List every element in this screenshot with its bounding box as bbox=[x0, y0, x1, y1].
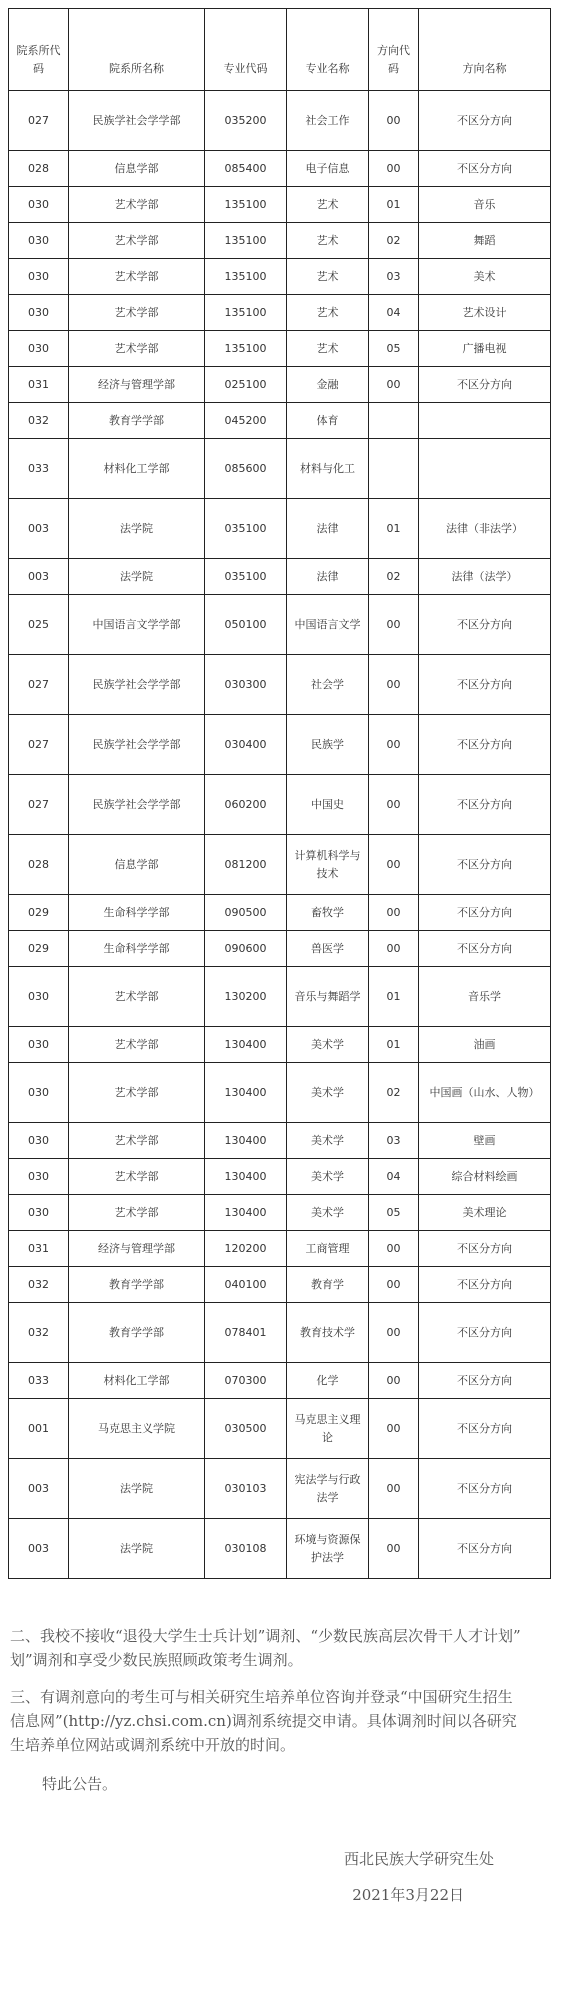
cell-dept-name: 民族学社会学学部 bbox=[69, 775, 205, 835]
cell-direction-code: 01 bbox=[369, 499, 419, 559]
table-row bbox=[9, 1519, 551, 1579]
cell-dept-code: 033 bbox=[9, 1363, 69, 1399]
cell-major-name: 法律 bbox=[287, 499, 369, 559]
cell-major-code: 130400 bbox=[205, 1159, 287, 1195]
table-row bbox=[9, 1267, 551, 1303]
cell-dept-name: 法学院 bbox=[69, 1519, 205, 1579]
cell-dept-name: 材料化工学部 bbox=[69, 1363, 205, 1399]
table-row bbox=[9, 1195, 551, 1231]
cell-direction-code: 00 bbox=[369, 715, 419, 775]
cell-direction-code bbox=[369, 439, 419, 499]
signature-org: 西北民族大学研究生处 bbox=[343, 1850, 494, 1868]
cell-dept-code: 027 bbox=[9, 655, 69, 715]
cell-direction-code: 00 bbox=[369, 835, 419, 895]
cell-dept-name: 艺术学部 bbox=[69, 223, 205, 259]
header-major-code: 专业代码 bbox=[205, 9, 287, 91]
cell-direction-code: 02 bbox=[369, 223, 419, 259]
cell-direction-name: 不区分方向 bbox=[419, 367, 551, 403]
paragraph-2-line-2: 划”调剂和享受少数民族照顾政策考生调剂。 bbox=[10, 1651, 303, 1669]
cell-major-code: 050100 bbox=[205, 595, 287, 655]
header-dept-name: 院系所名称 bbox=[69, 9, 205, 91]
cell-direction-name: 不区分方向 bbox=[419, 715, 551, 775]
cell-major-name: 畜牧学 bbox=[287, 895, 369, 931]
cell-major-code: 030300 bbox=[205, 655, 287, 715]
cell-dept-name: 中国语言文学学部 bbox=[69, 595, 205, 655]
cell-dept-name: 信息学部 bbox=[69, 151, 205, 187]
cell-major-name: 材料与化工 bbox=[287, 439, 369, 499]
cell-major-code: 135100 bbox=[205, 331, 287, 367]
cell-direction-code: 00 bbox=[369, 1231, 419, 1267]
paragraph-3-line-2: 信息网”(http://yz.chsi.com.cn)调剂系统提交申请。具体调剂时间以各研究 bbox=[10, 1712, 517, 1730]
cell-dept-code: 003 bbox=[9, 1519, 69, 1579]
table-row bbox=[9, 439, 551, 499]
cell-major-code: 045200 bbox=[205, 403, 287, 439]
cell-dept-code: 030 bbox=[9, 223, 69, 259]
cell-major-code: 078401 bbox=[205, 1303, 287, 1363]
cell-dept-code: 031 bbox=[9, 367, 69, 403]
cell-dept-name: 艺术学部 bbox=[69, 187, 205, 223]
cell-dept-code: 027 bbox=[9, 715, 69, 775]
cell-dept-code: 032 bbox=[9, 403, 69, 439]
cell-dept-name: 教育学学部 bbox=[69, 1303, 205, 1363]
cell-major-name: 化学 bbox=[287, 1363, 369, 1399]
cell-major-code: 130200 bbox=[205, 967, 287, 1027]
table-row bbox=[9, 931, 551, 967]
cell-direction-name: 油画 bbox=[419, 1027, 551, 1063]
cell-dept-name: 艺术学部 bbox=[69, 1195, 205, 1231]
table-row bbox=[9, 367, 551, 403]
cell-dept-name: 艺术学部 bbox=[69, 331, 205, 367]
cell-dept-code: 030 bbox=[9, 295, 69, 331]
cell-direction-code: 05 bbox=[369, 1195, 419, 1231]
cell-dept-code: 028 bbox=[9, 835, 69, 895]
cell-major-code: 130400 bbox=[205, 1123, 287, 1159]
table-row bbox=[9, 1159, 551, 1195]
cell-dept-code: 033 bbox=[9, 439, 69, 499]
table-row bbox=[9, 151, 551, 187]
cell-major-code: 120200 bbox=[205, 1231, 287, 1267]
cell-dept-code: 031 bbox=[9, 1231, 69, 1267]
cell-major-name: 美术学 bbox=[287, 1159, 369, 1195]
cell-dept-code: 027 bbox=[9, 91, 69, 151]
cell-direction-name: 法律（法学） bbox=[419, 559, 551, 595]
cell-dept-name: 民族学社会学学部 bbox=[69, 715, 205, 775]
cell-direction-name: 不区分方向 bbox=[419, 895, 551, 931]
cell-direction-name: 综合材料绘画 bbox=[419, 1159, 551, 1195]
table-row bbox=[9, 259, 551, 295]
cell-major-code: 035100 bbox=[205, 559, 287, 595]
cell-major-name: 法律 bbox=[287, 559, 369, 595]
cell-direction-name: 舞蹈 bbox=[419, 223, 551, 259]
table-row bbox=[9, 967, 551, 1027]
cell-direction-name: 广播电视 bbox=[419, 331, 551, 367]
table-row bbox=[9, 655, 551, 715]
cell-direction-code: 00 bbox=[369, 655, 419, 715]
cell-major-code: 070300 bbox=[205, 1363, 287, 1399]
cell-direction-code: 00 bbox=[369, 1399, 419, 1459]
cell-direction-name bbox=[419, 403, 551, 439]
cell-direction-code: 02 bbox=[369, 1063, 419, 1123]
cell-major-name: 工商管理 bbox=[287, 1231, 369, 1267]
cell-major-name: 中国史 bbox=[287, 775, 369, 835]
table-row bbox=[9, 403, 551, 439]
cell-direction-name: 不区分方向 bbox=[419, 1303, 551, 1363]
header-dept-code: 院系所代码 bbox=[9, 9, 69, 91]
cell-dept-name: 生命科学学部 bbox=[69, 931, 205, 967]
cell-dept-name: 马克思主义学院 bbox=[69, 1399, 205, 1459]
cell-major-name: 中国语言文学 bbox=[287, 595, 369, 655]
cell-major-name: 艺术 bbox=[287, 295, 369, 331]
cell-major-name: 美术学 bbox=[287, 1027, 369, 1063]
cell-dept-name: 生命科学学部 bbox=[69, 895, 205, 931]
cell-dept-name: 教育学学部 bbox=[69, 403, 205, 439]
paragraph-3-line-3: 生培养单位网站或调剂系统中开放的时间。 bbox=[10, 1736, 296, 1754]
cell-major-name: 兽医学 bbox=[287, 931, 369, 967]
cell-major-name: 环境与资源保护法学 bbox=[287, 1519, 369, 1579]
cell-major-code: 025100 bbox=[205, 367, 287, 403]
cell-dept-code: 030 bbox=[9, 1195, 69, 1231]
table-row bbox=[9, 835, 551, 895]
cell-major-code: 135100 bbox=[205, 187, 287, 223]
cell-direction-name: 不区分方向 bbox=[419, 595, 551, 655]
cell-dept-name: 艺术学部 bbox=[69, 1159, 205, 1195]
cell-direction-code: 00 bbox=[369, 775, 419, 835]
header-direction-name: 方向名称 bbox=[419, 9, 551, 91]
cell-direction-name bbox=[419, 439, 551, 499]
table-row bbox=[9, 499, 551, 559]
cell-dept-name: 法学院 bbox=[69, 559, 205, 595]
cell-dept-name: 经济与管理学部 bbox=[69, 367, 205, 403]
cell-direction-name: 艺术设计 bbox=[419, 295, 551, 331]
cell-dept-name: 信息学部 bbox=[69, 835, 205, 895]
signature-date: 2021年3月22日 bbox=[352, 1886, 464, 1904]
cell-direction-code: 01 bbox=[369, 1027, 419, 1063]
cell-direction-code: 05 bbox=[369, 331, 419, 367]
cell-dept-code: 003 bbox=[9, 1459, 69, 1519]
cell-dept-code: 030 bbox=[9, 1027, 69, 1063]
cell-dept-name: 艺术学部 bbox=[69, 1123, 205, 1159]
cell-direction-name: 音乐 bbox=[419, 187, 551, 223]
table-row bbox=[9, 895, 551, 931]
table-row bbox=[9, 91, 551, 151]
cell-major-code: 030500 bbox=[205, 1399, 287, 1459]
cell-direction-code: 00 bbox=[369, 1459, 419, 1519]
cell-dept-code: 030 bbox=[9, 1159, 69, 1195]
header-direction-code: 方向代码 bbox=[369, 9, 419, 91]
cell-dept-name: 艺术学部 bbox=[69, 967, 205, 1027]
table-row bbox=[9, 331, 551, 367]
cell-major-code: 035200 bbox=[205, 91, 287, 151]
cell-direction-name: 不区分方向 bbox=[419, 1519, 551, 1579]
cell-direction-name: 美术 bbox=[419, 259, 551, 295]
cell-direction-name: 不区分方向 bbox=[419, 775, 551, 835]
cell-direction-code: 00 bbox=[369, 1303, 419, 1363]
table-row bbox=[9, 775, 551, 835]
cell-major-code: 085400 bbox=[205, 151, 287, 187]
cell-direction-code: 00 bbox=[369, 91, 419, 151]
cell-major-code: 135100 bbox=[205, 259, 287, 295]
cell-major-name: 教育技术学 bbox=[287, 1303, 369, 1363]
cell-dept-code: 032 bbox=[9, 1267, 69, 1303]
cell-major-name: 金融 bbox=[287, 367, 369, 403]
cell-direction-name: 不区分方向 bbox=[419, 655, 551, 715]
cell-dept-name: 教育学学部 bbox=[69, 1267, 205, 1303]
cell-dept-code: 001 bbox=[9, 1399, 69, 1459]
cell-direction-code: 04 bbox=[369, 1159, 419, 1195]
cell-dept-code: 030 bbox=[9, 1063, 69, 1123]
cell-major-code: 030108 bbox=[205, 1519, 287, 1579]
cell-direction-code: 00 bbox=[369, 1519, 419, 1579]
table-row bbox=[9, 1231, 551, 1267]
cell-direction-name: 不区分方向 bbox=[419, 835, 551, 895]
table-row bbox=[9, 295, 551, 331]
adjustment-majors-table bbox=[8, 8, 551, 1579]
cell-direction-code: 01 bbox=[369, 967, 419, 1027]
header-major-name: 专业名称 bbox=[287, 9, 369, 91]
cell-dept-code: 003 bbox=[9, 559, 69, 595]
cell-major-code: 085600 bbox=[205, 439, 287, 499]
cell-dept-code: 029 bbox=[9, 895, 69, 931]
cell-major-code: 130400 bbox=[205, 1063, 287, 1123]
cell-dept-name: 民族学社会学学部 bbox=[69, 655, 205, 715]
cell-major-name: 美术学 bbox=[287, 1123, 369, 1159]
cell-direction-code: 03 bbox=[369, 259, 419, 295]
cell-major-code: 090600 bbox=[205, 931, 287, 967]
cell-major-code: 081200 bbox=[205, 835, 287, 895]
cell-major-name: 宪法学与行政法学 bbox=[287, 1459, 369, 1519]
cell-direction-code bbox=[369, 403, 419, 439]
cell-direction-name: 法律（非法学） bbox=[419, 499, 551, 559]
cell-dept-name: 艺术学部 bbox=[69, 1027, 205, 1063]
cell-major-code: 035100 bbox=[205, 499, 287, 559]
cell-major-name: 体育 bbox=[287, 403, 369, 439]
closing-notice: 特此公告。 bbox=[42, 1775, 118, 1793]
cell-direction-name: 壁画 bbox=[419, 1123, 551, 1159]
cell-dept-code: 029 bbox=[9, 931, 69, 967]
table-row bbox=[9, 1303, 551, 1363]
cell-major-name: 电子信息 bbox=[287, 151, 369, 187]
table-row bbox=[9, 187, 551, 223]
cell-direction-code: 00 bbox=[369, 367, 419, 403]
cell-direction-name: 中国画（山水、人物） bbox=[419, 1063, 551, 1123]
table-row bbox=[9, 1399, 551, 1459]
cell-major-name: 社会学 bbox=[287, 655, 369, 715]
cell-major-code: 130400 bbox=[205, 1027, 287, 1063]
cell-direction-code: 01 bbox=[369, 187, 419, 223]
cell-direction-code: 03 bbox=[369, 1123, 419, 1159]
cell-major-name: 社会工作 bbox=[287, 91, 369, 151]
cell-direction-name: 不区分方向 bbox=[419, 1363, 551, 1399]
cell-direction-code: 00 bbox=[369, 595, 419, 655]
cell-dept-code: 027 bbox=[9, 775, 69, 835]
cell-dept-code: 030 bbox=[9, 1123, 69, 1159]
cell-dept-name: 材料化工学部 bbox=[69, 439, 205, 499]
cell-dept-code: 003 bbox=[9, 499, 69, 559]
table-row bbox=[9, 595, 551, 655]
cell-direction-name: 不区分方向 bbox=[419, 1231, 551, 1267]
cell-major-code: 040100 bbox=[205, 1267, 287, 1303]
cell-direction-name: 不区分方向 bbox=[419, 931, 551, 967]
cell-major-code: 030103 bbox=[205, 1459, 287, 1519]
cell-major-code: 135100 bbox=[205, 223, 287, 259]
cell-dept-name: 经济与管理学部 bbox=[69, 1231, 205, 1267]
table-row bbox=[9, 223, 551, 259]
table-row bbox=[9, 1459, 551, 1519]
table-row bbox=[9, 1123, 551, 1159]
cell-dept-code: 030 bbox=[9, 967, 69, 1027]
cell-direction-code: 00 bbox=[369, 1363, 419, 1399]
cell-dept-name: 法学院 bbox=[69, 1459, 205, 1519]
cell-dept-name: 艺术学部 bbox=[69, 295, 205, 331]
cell-dept-name: 艺术学部 bbox=[69, 1063, 205, 1123]
cell-direction-name: 不区分方向 bbox=[419, 151, 551, 187]
cell-direction-code: 02 bbox=[369, 559, 419, 595]
cell-dept-code: 032 bbox=[9, 1303, 69, 1363]
paragraph-3-line-1: 三、有调剂意向的考生可与相关研究生培养单位咨询并登录“中国研究生招生 bbox=[10, 1688, 513, 1706]
cell-dept-code: 025 bbox=[9, 595, 69, 655]
cell-major-code: 030400 bbox=[205, 715, 287, 775]
cell-major-name: 马克思主义理论 bbox=[287, 1399, 369, 1459]
cell-direction-name: 不区分方向 bbox=[419, 91, 551, 151]
cell-direction-name: 音乐学 bbox=[419, 967, 551, 1027]
cell-direction-code: 00 bbox=[369, 1267, 419, 1303]
cell-major-name: 美术学 bbox=[287, 1195, 369, 1231]
cell-direction-code: 00 bbox=[369, 151, 419, 187]
table-header-row bbox=[9, 9, 551, 91]
cell-major-name: 艺术 bbox=[287, 331, 369, 367]
cell-major-name: 音乐与舞蹈学 bbox=[287, 967, 369, 1027]
table-row bbox=[9, 1363, 551, 1399]
table-body bbox=[9, 91, 551, 1579]
cell-major-name: 艺术 bbox=[287, 223, 369, 259]
cell-dept-code: 028 bbox=[9, 151, 69, 187]
cell-direction-name: 美术理论 bbox=[419, 1195, 551, 1231]
table-row bbox=[9, 559, 551, 595]
cell-dept-name: 民族学社会学学部 bbox=[69, 91, 205, 151]
cell-direction-name: 不区分方向 bbox=[419, 1399, 551, 1459]
cell-major-name: 美术学 bbox=[287, 1063, 369, 1123]
cell-dept-code: 030 bbox=[9, 187, 69, 223]
table-row bbox=[9, 1027, 551, 1063]
cell-major-name: 教育学 bbox=[287, 1267, 369, 1303]
cell-direction-name: 不区分方向 bbox=[419, 1459, 551, 1519]
cell-major-code: 130400 bbox=[205, 1195, 287, 1231]
cell-major-code: 135100 bbox=[205, 295, 287, 331]
cell-major-name: 艺术 bbox=[287, 187, 369, 223]
cell-major-code: 060200 bbox=[205, 775, 287, 835]
cell-dept-code: 030 bbox=[9, 259, 69, 295]
paragraph-2-line-1: 二、我校不接收“退役大学生士兵计划”调剂、“少数民族高层次骨干人才计划” bbox=[10, 1627, 521, 1645]
cell-dept-code: 030 bbox=[9, 331, 69, 367]
cell-direction-code: 00 bbox=[369, 895, 419, 931]
table-row bbox=[9, 1063, 551, 1123]
cell-major-name: 计算机科学与技术 bbox=[287, 835, 369, 895]
cell-dept-name: 法学院 bbox=[69, 499, 205, 559]
cell-major-name: 民族学 bbox=[287, 715, 369, 775]
cell-direction-code: 00 bbox=[369, 931, 419, 967]
cell-major-code: 090500 bbox=[205, 895, 287, 931]
table-row bbox=[9, 715, 551, 775]
cell-direction-name: 不区分方向 bbox=[419, 1267, 551, 1303]
cell-dept-name: 艺术学部 bbox=[69, 259, 205, 295]
cell-major-name: 艺术 bbox=[287, 259, 369, 295]
cell-direction-code: 04 bbox=[369, 295, 419, 331]
